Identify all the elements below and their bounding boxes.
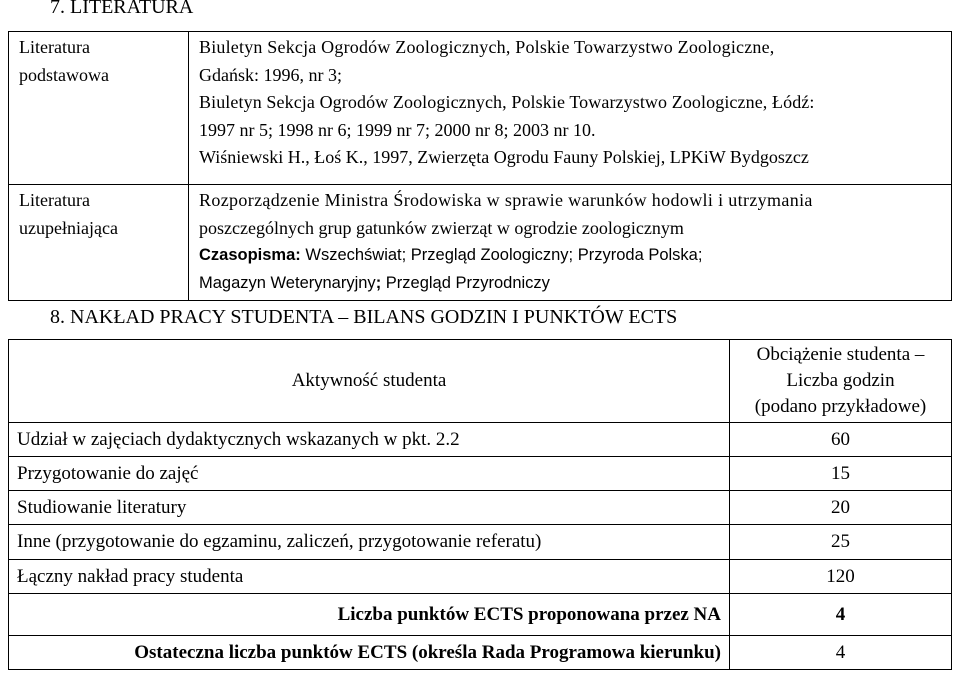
table-row <box>9 457 952 491</box>
journals-text-2b: Przegląd Przyrodniczy <box>381 273 550 292</box>
table-row <box>9 32 952 185</box>
list-item: Rozporządzenie Ministra Środowiska w sprawie warunków hodowli i utrzymania <box>199 190 813 210</box>
row-value: 120 <box>730 560 952 594</box>
journals-separator: ; <box>375 273 382 292</box>
table-header-row <box>9 340 952 423</box>
row-label: Udział w zajęciach dydaktycznych wskazanych w pkt. 2.2 <box>9 423 730 457</box>
header-load <box>730 340 952 423</box>
supplementary-literature-label <box>9 185 189 301</box>
basic-label-line: podstawowa <box>19 64 109 85</box>
basic-literature-list <box>189 32 952 185</box>
list-item: 1997 nr 5; 1998 nr 6; 1999 nr 7; 2000 nr 8; 2003 nr 10. <box>199 119 596 140</box>
journals-label: Czasopisma: <box>199 246 301 264</box>
row-value: 20 <box>730 491 952 525</box>
table-row <box>9 423 952 457</box>
row-value: 15 <box>730 457 952 491</box>
row-label: Inne (przygotowanie do egzaminu, zaliczeń, przygotowanie referatu) <box>9 525 730 560</box>
list-item: Biuletyn Sekcja Ogrodów Zoologicznych, Polskie Towarzystwo Zoologiczne, Łódź: <box>199 92 815 112</box>
workload-table <box>8 339 952 670</box>
table-row <box>9 636 952 670</box>
supplementary-literature-list <box>189 185 952 301</box>
basic-label-line: Literatura <box>19 37 90 57</box>
table-row <box>9 185 952 301</box>
header-activity: Aktywność studenta <box>9 340 730 423</box>
list-item: Gdańsk: 1996, nr 3; <box>199 64 342 85</box>
list-item <box>199 270 945 298</box>
literature-table <box>8 31 952 301</box>
list-item: Wiśniewski H., Łoś K., 1997, Zwierzęta Ogrodu Fauny Polskiej, LPKiW Bydgoszcz <box>199 147 809 167</box>
supp-label-line: Literatura <box>19 190 90 210</box>
row-value: 60 <box>730 423 952 457</box>
header-load-line: Obciążenie studenta – <box>756 344 925 365</box>
journals-text: Wszechświat; Przegląd Zoologiczny; Przyroda Polska; <box>300 246 703 264</box>
list-item: Biuletyn Sekcja Ogrodów Zoologicznych, Polskie Towarzystwo Zoologiczne, <box>199 37 775 57</box>
list-item: poszczególnych grup gatunków zwierząt w ogrodzie zoologicznym <box>199 217 684 238</box>
section-8-heading: 8. NAKŁAD PRACY STUDENTA – BILANS GODZIN I PUNKTÓW ECTS <box>50 306 678 328</box>
table-row <box>9 491 952 525</box>
row-label: Przygotowanie do zajęć <box>9 457 730 491</box>
ects-proposed-label: Liczba punktów ECTS proponowana przez NA <box>9 594 730 636</box>
table-row <box>9 525 952 560</box>
basic-literature-label <box>9 32 189 185</box>
journals-text-2a: Magazyn Weterynaryjny <box>199 273 376 292</box>
section-7-heading: 7. LITERATURA <box>50 0 194 18</box>
ects-final-value: 4 <box>730 636 952 670</box>
table-row <box>9 594 952 636</box>
header-load-line: (podano przykładowe) <box>754 396 927 417</box>
list-item <box>199 242 945 270</box>
row-label: Łączny nakład pracy studenta <box>9 560 730 594</box>
header-load-line: Liczba godzin <box>786 370 895 391</box>
ects-proposed-value: 4 <box>730 594 952 636</box>
table-row <box>9 560 952 594</box>
ects-final-label: Ostateczna liczba punktów ECTS (określa Rada Programowa kierunku) <box>9 636 730 670</box>
supp-label-line: uzupełniająca <box>19 217 118 238</box>
row-value: 25 <box>730 525 952 560</box>
row-label: Studiowanie literatury <box>9 491 730 525</box>
